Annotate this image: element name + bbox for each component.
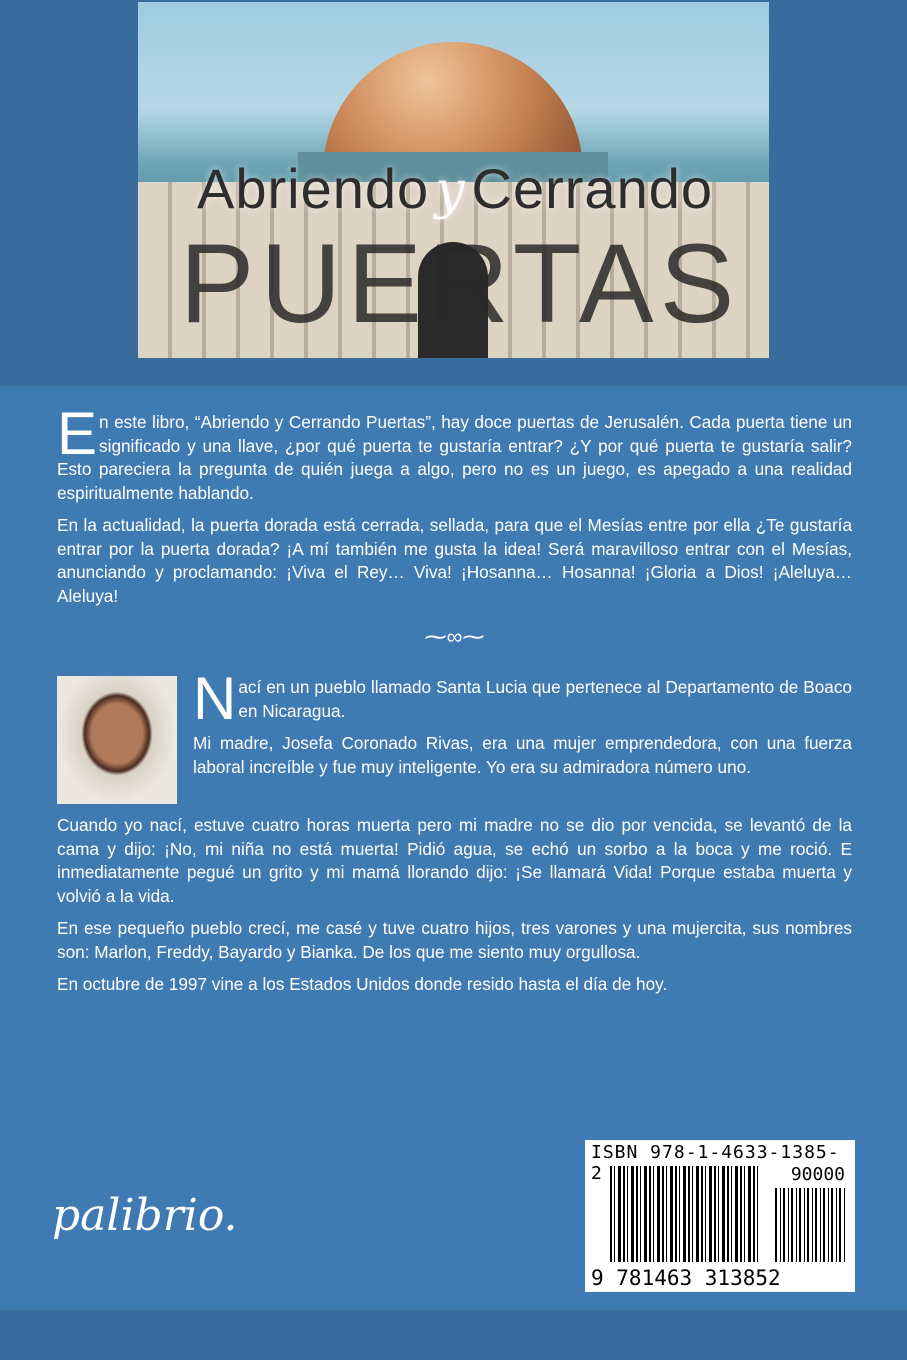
back-cover-text <box>57 400 852 1006</box>
publisher-logo: palibrio. <box>52 1190 238 1241</box>
paragraph-text: Mi madre, Josefa Coronado Rivas, era una mujer emprendedora, con una fuerza laboral increíble y fue muy inteligente. Yo era su admiradora número uno. <box>193 733 852 777</box>
author-photo <box>57 676 177 804</box>
bio-paragraph: Cuando yo nací, estuve cuatro horas muerta pero mi madre no se dio por vencida, se levantó de la cama y dijo: ¡No, mi niña no está muerta! Pidió agua, se echó un sorbo a la boca y me roció. E inmediatamente pegué un grito y mi mamá llorando dijo: ¡Se llamará Vida! Porque estaba muerta y volvió a la vida. <box>57 815 852 906</box>
barcode-bars <box>610 1166 758 1262</box>
isbn-barcode <box>585 1140 855 1292</box>
bio-paragraph: En ese pequeño pueblo crecí, me casé y tuve cuatro hijos, tres varones y una mujercita, sus nombres son: Marlon, Freddy, Bayardo y Bianka. De los que me siento muy orgullosa. <box>57 918 852 962</box>
description-paragraph <box>57 400 852 505</box>
ornament-divider: ⁓∞⁓ <box>424 624 485 649</box>
bio-paragraph: En octubre de 1997 vine a los Estados Unidos donde resido hasta el día de hoy. <box>57 974 668 994</box>
book-description <box>57 400 852 608</box>
description-paragraph <box>57 514 852 608</box>
title-line-1 <box>110 158 800 220</box>
isbn-text: ISBN 978-1-4633-1385-2 <box>591 1142 840 1184</box>
author-bio <box>57 665 852 997</box>
paragraph-text: En la actualidad, la puerta dorada está cerrada, sellada, para que el Mesías entre por ella ¿Te gustaría entrar por la puerta dorada? ¡A mí también me gusta la idea! Será maravilloso entrar con el Mesías, anunciando y proclamando: ¡Viva el Rey… Viva! ¡Hosanna… Hosanna! ¡Gloria a Dios! ¡Aleluya… Aleluya! <box>57 515 852 606</box>
title-and: y <box>435 161 466 221</box>
ean-number: 9 781463 313852 <box>591 1266 781 1290</box>
paragraph-text: n este libro, “Abriendo y Cerrando Puertas”, hay doce puertas de Jerusalén. Cada puerta tiene un significado y una llave, ¿por qué puerta te gustaría entrar? ¿Y por qué puerta te gustaría salir? Esto pareciera la pregunta de quién juega a algo, pero no es un juego, es apegado a una realidad espiritualmente hablando. <box>57 412 852 503</box>
title-word-abriendo: Abriendo <box>196 157 430 220</box>
title-line-2: PUERTAS <box>179 221 741 346</box>
drop-cap: N <box>193 665 237 732</box>
drop-cap: E <box>57 400 98 467</box>
paragraph-text: ací en un pueblo llamado Santa Lucia que pertenece al Departamento de Boaco en Nicaragua. <box>238 677 852 721</box>
cover-bottom-band <box>0 1310 907 1360</box>
title-word-cerrando: Cerrando <box>471 157 714 220</box>
price-code: 90000 <box>790 1164 845 1185</box>
addon-barcode-bars <box>775 1188 847 1262</box>
